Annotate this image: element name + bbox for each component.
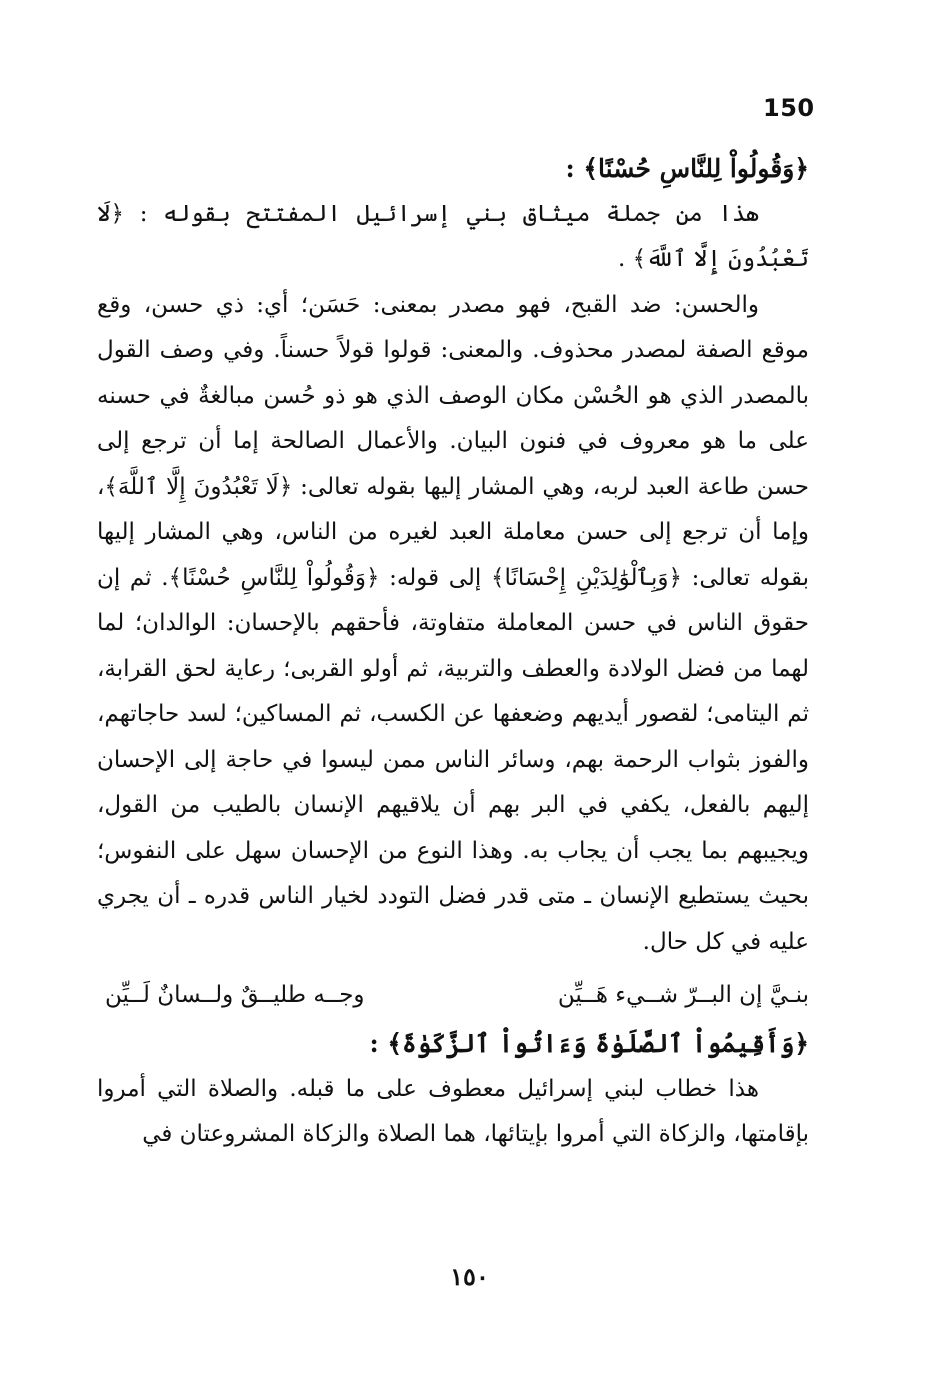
paragraph-3: هذا خطاب لبني إسرائيل معطوف على ما قبله. والصلاة التي أمروا بإقامتها، والزكاة التي أمروا بإيتائها، هما الصلاة والزكاة المشروعتان في — [97, 1075, 809, 1147]
section-heading-2: ﴿وَأَقِيمُواْ ٱلصَّلَوٰةَ وَءَاتُواْ ٱلزَّكَوٰةَ﴾ : — [369, 1029, 809, 1058]
page-number-bottom: ١٥٠ — [450, 1262, 489, 1291]
page-body — [97, 146, 809, 1158]
paragraph-2: والحسن: ضد القبح، فهو مصدر بمعنى: حَسَن؛ أي: ذي حسن، وقع موقع الصفة لمصدر محذوف. والمعنى: قولوا قولاً حسناً. وفي وصف القول بالمصدر الذي هو الحُسْن مكان الوصف الذي هو ذو حُسن مبالغةٌ في حسنه على ما هو معروف في فنون البيان. والأعمال الصالحة إما أن ترجع إلى حسن طاعة العبد لربه، وهي المشار إليها بقوله تعالى: ﴿لَا تَعْبُدُونَ إِلَّا ٱللَّهَ﴾، وإما أن ترجع إلى حسن معاملة العبد لغيره من الناس، وهي المشار إليها بقوله تعالى: ﴿وَبِٱلْوَٰلِدَيْنِ إِحْسَانًا﴾ إلى قوله: ﴿وَقُولُواْ لِلنَّاسِ حُسْنًا﴾. ثم إن حقوق الناس في حسن المعاملة متفاوتة، فأحقهم بالإحسان: الوالدان؛ لما لهما من فضل الولادة والعطف والتربية، ثم أولو القربى؛ رعاية لحق القرابة، ثم اليتامى؛ لقصور أيديهم وضعفها عن الكسب، ثم المساكين؛ لسد حاجاتهم، والفوز بثواب الرحمة بهم، وسائر الناس ممن ليسوا في حاجة إلى الإحسان إليهم بالفعل، يكفي في البر بهم أن يلاقيهم الإنسان بالطيب من القول، ويجيبهم بما يجب أن يجاب به. وهذا النوع من الإحسان سهل على النفوس؛ بحيث يستطيع الإنسان ـ متى قدر فضل التودد لخيار الناس قدره ـ أن يجري عليه في كل حال. — [97, 291, 810, 955]
paragraph-1: هذا من جملة ميثاق بني إسرائيل المفتتح بقوله : ﴿لَا تَعْبُدُونَ إِلَّا ٱللَّهَ﴾ . — [97, 200, 809, 272]
verse-second-hemistich: وجــه طليــقٌ ولــسانٌ لَــيِّن — [105, 982, 365, 1008]
poem-verse — [97, 969, 809, 1021]
verse-first-hemistich: بنـيَّ إن البــرّ شــيء هَــيِّن — [557, 982, 809, 1008]
section-heading-1: ﴿وَقُولُواْ لِلنَّاسِ حُسْنًا﴾ : — [565, 154, 809, 183]
page-number-top: 150 — [763, 94, 815, 122]
